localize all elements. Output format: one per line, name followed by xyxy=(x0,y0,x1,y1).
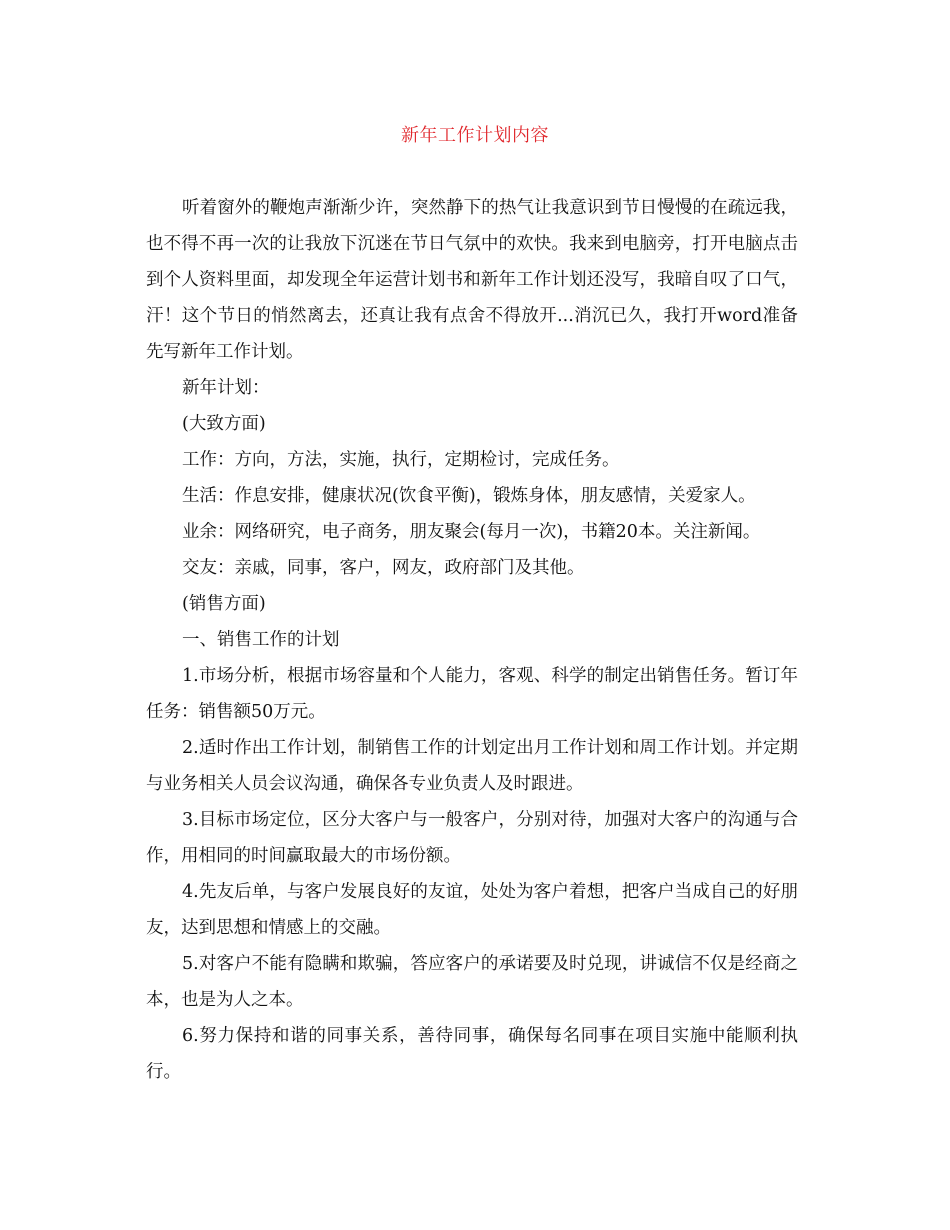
paragraph-new-year-plan: 新年计划： xyxy=(182,378,270,398)
paragraph-life: 生活：作息安排，健康状况(饮食平衡)，锻炼身体，朋友感情，关爱家人。 xyxy=(182,486,756,506)
paragraph-item-3: 3.目标市场定位，区分大客户与一般客户，分别对待，加强对大客户的沟通与合作，用相同的时间赢取最大的市场份额。 xyxy=(146,810,798,866)
paragraph-work: 工作：方向，方法，实施，执行，定期检讨，完成任务。 xyxy=(182,450,620,470)
document-title: 新年工作计划内容 xyxy=(401,125,549,146)
paragraph-item-4: 4.先友后单，与客户发展良好的友谊，处处为客户着想，把客户当成自己的好朋友，达到思想和情感上的交融。 xyxy=(146,882,798,938)
paragraph-item-2: 2.适时作出工作计划，制销售工作的计划定出月工作计划和周工作计划。并定期与业务相关人员会议沟通，确保各专业负责人及时跟进。 xyxy=(146,738,798,794)
paragraph-friends: 交友：亲戚，同事，客户，网友，政府部门及其他。 xyxy=(182,558,585,578)
paragraph-intro: 听着窗外的鞭炮声渐渐少许，突然静下的热气让我意识到节日慢慢的在疏远我，也不得不再一次的让我放下沉迷在节日气氛中的欢快。我来到电脑旁，打开电脑点击到个人资料里面，却发现全年运营计划书和新年工作计划还没写，我暗自叹了口气，汗！这个节日的悄然离去，还真让我有点舍不得放开...消沉已久，我打开word准备先写新年工作计划。 xyxy=(146,198,798,362)
paragraph-general-aspects: (大致方面) xyxy=(182,414,266,434)
paragraph-sales-aspects: (销售方面) xyxy=(182,594,266,614)
paragraph-item-5: 5.对客户不能有隐瞒和欺骗，答应客户的承诺要及时兑现，讲诚信不仅是经商之本，也是为人之本。 xyxy=(146,954,798,1010)
paragraph-item-6: 6.努力保持和谐的同事关系，善待同事，确保每名同事在项目实施中能顺利执行。 xyxy=(146,1026,798,1082)
paragraph-leisure: 业余：网络研究，电子商务，朋友聚会(每月一次)，书籍20本。关注新闻。 xyxy=(182,522,761,542)
document-body xyxy=(146,190,798,1090)
paragraph-item-1: 1.市场分析，根据市场容量和个人能力，客观、科学的制定出销售任务。暂订年任务：销售额50万元。 xyxy=(146,666,798,722)
paragraph-sales-plan-heading: 一、销售工作的计划 xyxy=(182,630,340,650)
